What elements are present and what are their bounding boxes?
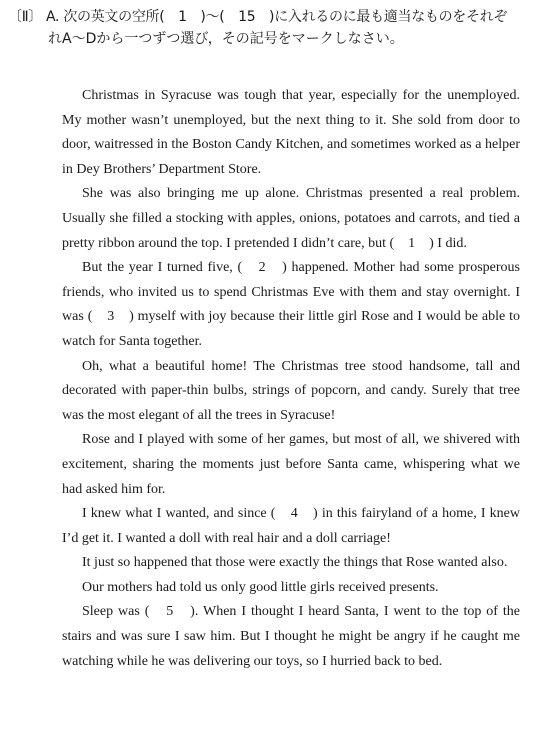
- section-label: 〔Ⅱ〕: [8, 9, 42, 25]
- instruction-line-1: [8, 6, 530, 28]
- instruction-text-1: A. 次の英文の空所( 1 )〜( 15 )に入れるのに最も適当なものをそれぞ: [46, 9, 508, 25]
- paragraph: Rose and I played with some of her games, but most of all, we shivered with excitement, sharing the moments just before Santa came, whispering what we had asked him for.: [62, 432, 520, 497]
- question-header: [8, 6, 530, 50]
- paragraph: Sleep was ( 5 ). When I thought I heard Santa, I went to the top of the stairs and was sure I saw him. But I thought he might be angry if he caught me watching while he was delivering our toys, so I hurried back to bed.: [62, 604, 520, 669]
- paragraph: Oh, what a beautiful home! The Christmas tree stood handsome, tall and decorated with paper-thin bulbs, strings of popcorn, and candy. Surely that tree was the most elegant of all the trees in Syracuse!: [62, 358, 520, 423]
- paragraph: It just so happened that those were exactly the things that Rose wanted also.: [82, 555, 508, 571]
- english-passage: [62, 84, 520, 674]
- paragraph: Our mothers had told us only good little girls received presents.: [82, 579, 439, 595]
- paragraph: Christmas in Syracuse was tough that year, especially for the unemployed. My mother wasn’t unemployed, but the next thing to it. She sold from door to door, waitressed in the Boston Candy Kitchen, and sometimes worked as a helper in Dey Brothers’ Department Store.: [62, 88, 520, 177]
- paragraph: She was also bringing me up alone. Christmas presented a real problem. Usually she filled a stocking with apples, onions, potatoes and carrots, and tied a pretty ribbon around the top. I pretended I didn’t care, but ( 1 ) I did.: [62, 186, 520, 251]
- paragraph: But the year I turned five, ( 2 ) happened. Mother had some prosperous friends, who invited us to spend Christmas Eve with them and stay overnight. I was ( 3 ) myself with joy because their little girl Rose and I would be able to watch for Santa together.: [62, 260, 520, 349]
- paragraph: I knew what I wanted, and since ( 4 ) in this fairyland of a home, I knew I’d get it. I wanted a doll with real hair and a doll carriage!: [62, 506, 520, 546]
- instruction-line-2: れA〜Dから一つずつ選び，その記号をマークしなさい。: [48, 31, 404, 47]
